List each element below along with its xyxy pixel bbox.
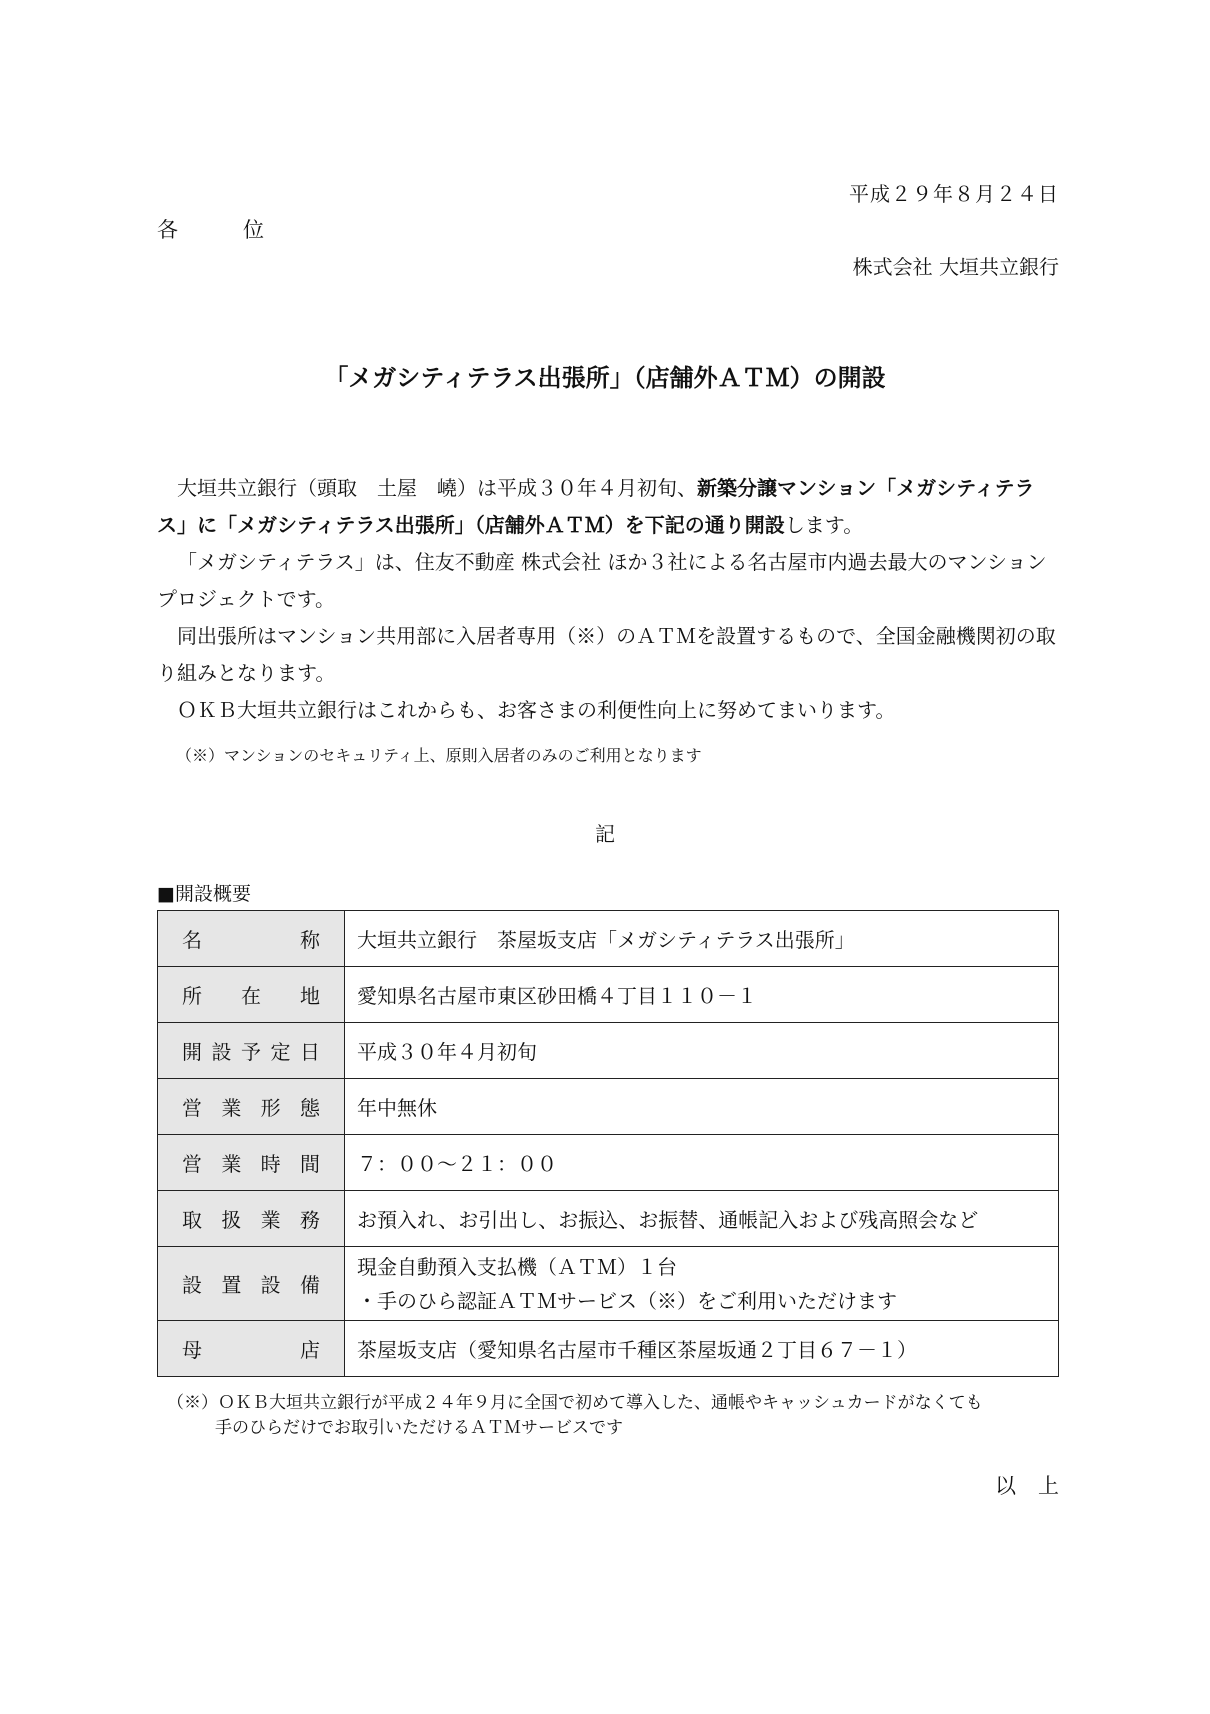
table-footnote <box>167 1391 983 1441</box>
footnote-line: 手のひらだけでお取引いただけるＡＴＭサービスです <box>215 1418 623 1438</box>
row-value: 年中無休 <box>345 1079 1059 1135</box>
row-label: 名称 <box>158 911 345 967</box>
row-label: 所在地 <box>158 967 345 1023</box>
row-value: 茶屋坂支店（愛知県名古屋市千種区茶屋坂通２丁目６７－１） <box>345 1321 1059 1377</box>
overview-table <box>157 910 1059 1377</box>
row-value-line: 現金自動預入支払機（ＡＴＭ）１台 <box>357 1254 677 1279</box>
section-heading: ■開設概要 <box>157 883 251 905</box>
document-title: 「メガシティテラス出張所」（店舗外ＡＴＭ）の開設 <box>324 364 886 392</box>
sender-company: 株式会社 大垣共立銀行 <box>852 255 1059 279</box>
body-note: （※）マンションのセキュリティ上、原則入居者のみのご利用となります <box>176 746 702 765</box>
body-paragraphs <box>157 470 1057 729</box>
paragraph-1-lead: 大垣共立銀行（頭取 土屋 嶢）は平成３０年４月初旬、 <box>177 476 697 500</box>
row-value <box>345 1247 1059 1321</box>
paragraph-1-tail: します。 <box>784 513 864 537</box>
row-value-line: ・手のひら認証ＡＴＭサービス（※）をご利用いただけます <box>357 1288 897 1313</box>
row-value: ７：００～２１：００ <box>345 1135 1059 1191</box>
paragraph-2: 「メガシティテラス」は、住友不動産 株式会社 ほか３社による名古屋市内過去最大のマンションプロジェクトです。 <box>157 550 1047 611</box>
paragraph-3: 同出張所はマンション共用部に入居者専用（※）のＡＴＭを設置するもので、全国金融機関初の取り組みとなります。 <box>157 624 1056 685</box>
row-value: 大垣共立銀行 茶屋坂支店「メガシティテラス出張所」 <box>345 911 1059 967</box>
footnote-line: （※）ＯＫＢ大垣共立銀行が平成２４年９月に全国で初めて導入した、通帳やキャッシュカードがなくても <box>167 1393 983 1413</box>
table-row <box>158 1079 1059 1135</box>
row-value: 愛知県名古屋市東区砂田橋４丁目１１０－１ <box>345 967 1059 1023</box>
table-row <box>158 1321 1059 1377</box>
ki-heading: 記 <box>595 822 615 846</box>
document-date: 平成２９年８月２４日 <box>849 182 1059 206</box>
row-label: 営業形態 <box>158 1079 345 1135</box>
table-row <box>158 911 1059 967</box>
table-row <box>158 967 1059 1023</box>
closing-mark: 以上 <box>995 1474 1081 1498</box>
row-value: お預入れ、お引出し、お振込、お振替、通帳記入および残高照会など <box>345 1191 1059 1247</box>
paragraph-4: ＯＫＢ大垣共立銀行はこれからも、お客さまの利便性向上に努めてまいります。 <box>177 698 896 722</box>
table-row <box>158 1191 1059 1247</box>
row-label: 取扱業務 <box>158 1191 345 1247</box>
row-value: 平成３０年４月初旬 <box>345 1023 1059 1079</box>
row-label: 開設予定日 <box>158 1023 345 1079</box>
recipient-line: 各 位 <box>157 218 286 242</box>
paragraph-1 <box>157 470 1057 544</box>
table-row <box>158 1135 1059 1191</box>
table-row <box>158 1247 1059 1321</box>
row-label: 母店 <box>158 1321 345 1377</box>
row-label: 設置設備 <box>158 1247 345 1321</box>
table-row <box>158 1023 1059 1079</box>
paragraph-1-emphasis: 新築分譲マンション「メガシティテラス」に「メガシティテラス出張所」（店舗外ＡＴＭ）を下記の通り開設 <box>157 476 1035 537</box>
row-label: 営業時間 <box>158 1135 345 1191</box>
